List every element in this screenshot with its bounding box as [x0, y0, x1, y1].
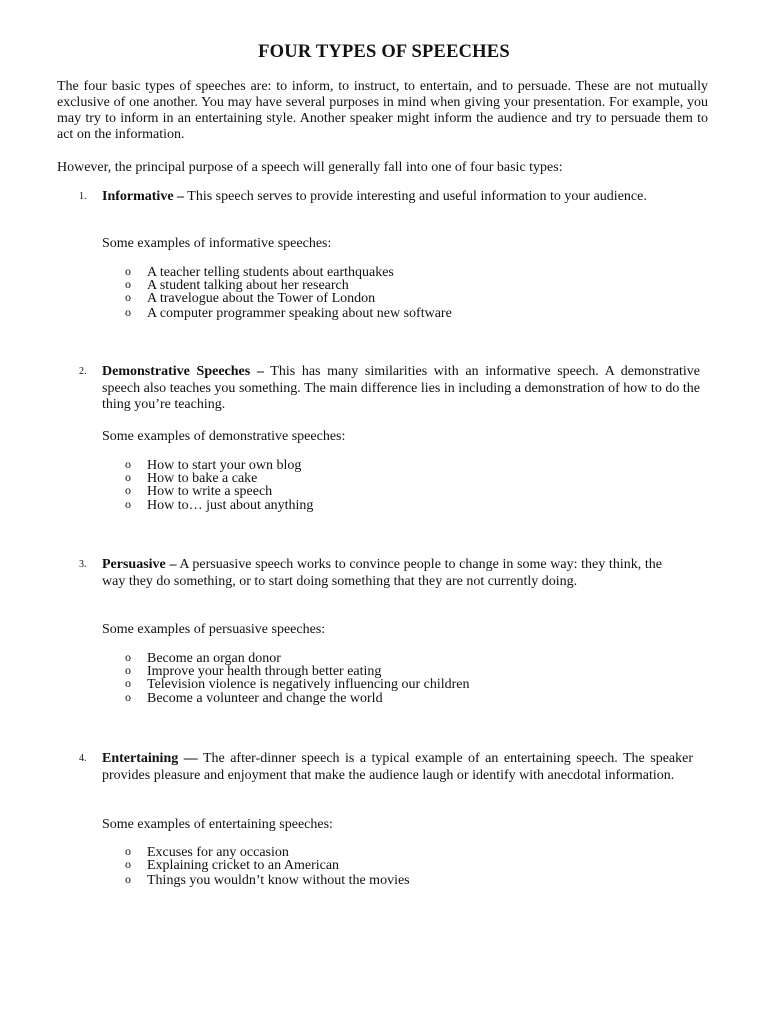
bullet-marker: o [125, 457, 131, 471]
examples-list [0, 846, 768, 887]
list-item: o How to bake a cake [125, 470, 258, 486]
bullet-marker: o [125, 264, 131, 278]
bullet-marker: o [125, 844, 131, 858]
list-item: o How to… just about anything [125, 497, 314, 513]
section-body: The after-dinner speech is a typical example of an entertaining speech. The speaker provides pleasure and enjoyment that make the audience laugh or identify with anecdotal information. [102, 751, 694, 783]
bullet-marker: o [125, 305, 131, 319]
examples-list [0, 266, 768, 320]
bullet-marker: o [125, 290, 131, 304]
list-item: o Become a volunteer and change the world [125, 690, 383, 706]
section-heading-paragraph [102, 751, 693, 784]
section-body: This speech serves to provide interesting and useful information to your audience. [187, 189, 647, 204]
section-number: 1. [79, 191, 87, 202]
section-heading-paragraph [102, 189, 708, 206]
examples-label: Some examples of demonstrative speeches: [102, 429, 346, 444]
intro-paragraph: The four basic types of speeches are: to inform, to instruct, to entertain, and to persuade. These are not mutually exclusive of one another. You may have several purposes in mind when giving your presentation. For example, you may try to inform in an entertaining style. Another speaker might inform the audience and try to persuade them to act on the information. [57, 79, 708, 142]
bullet-marker: o [125, 470, 131, 484]
examples-list [0, 652, 768, 705]
list-item: o A teacher telling students about earthquakes [125, 264, 394, 280]
bullet-marker: o [125, 277, 131, 291]
section-number: 2. [79, 366, 87, 377]
section-heading-paragraph [102, 557, 662, 590]
section-number: 4. [79, 753, 87, 764]
bullet-marker: o [125, 663, 131, 677]
list-item: o Explaining cricket to an American [125, 857, 340, 873]
list-item: o A student talking about her research [125, 277, 349, 293]
list-item: o Things you wouldn’t know without the movies [125, 872, 410, 888]
section-body: This has many similarities with an informative speech. A demonstrative speech also teaches you something. The main difference lies in including a demonstration of how to do the thing you’re teaching. [102, 364, 701, 412]
principal-paragraph: However, the principal purpose of a speech will generally fall into one of four basic types: [57, 160, 563, 175]
list-item: o Improve your health through better eating [125, 663, 382, 679]
examples-label: Some examples of informative speeches: [102, 236, 332, 251]
bullet-marker: o [125, 650, 131, 664]
section-heading: Entertaining — [102, 751, 198, 766]
examples-label: Some examples of entertaining speeches: [102, 817, 333, 832]
section-heading: Informative – [102, 189, 185, 204]
section-heading: Persuasive – [102, 557, 177, 572]
list-item: o A travelogue about the Tower of London [125, 290, 376, 306]
bullet-marker: o [125, 676, 131, 690]
section-heading-paragraph [102, 364, 700, 414]
list-item: o How to start your own blog [125, 457, 302, 473]
examples-list [0, 459, 768, 512]
section-heading: Demonstrative Speeches – [102, 364, 264, 379]
bullet-marker: o [125, 483, 131, 497]
bullet-marker: o [125, 497, 131, 511]
examples-label: Some examples of persuasive speeches: [102, 622, 326, 637]
bullet-marker: o [125, 857, 131, 871]
list-item: o Excuses for any occasion [125, 844, 289, 860]
list-item: o A computer programmer speaking about new software [125, 305, 452, 321]
section-body: A persuasive speech works to convince people to change in some way: they think, the way they do something, or to start doing something that they are not currently doing. [102, 557, 662, 589]
document-title: FOUR TYPES OF SPEECHES [258, 42, 510, 62]
list-item: o Television violence is negatively influencing our children [125, 676, 470, 692]
bullet-marker: o [125, 872, 131, 886]
section-number: 3. [79, 559, 87, 570]
list-item: o How to write a speech [125, 483, 273, 499]
bullet-marker: o [125, 690, 131, 704]
list-item: o Become an organ donor [125, 650, 281, 666]
